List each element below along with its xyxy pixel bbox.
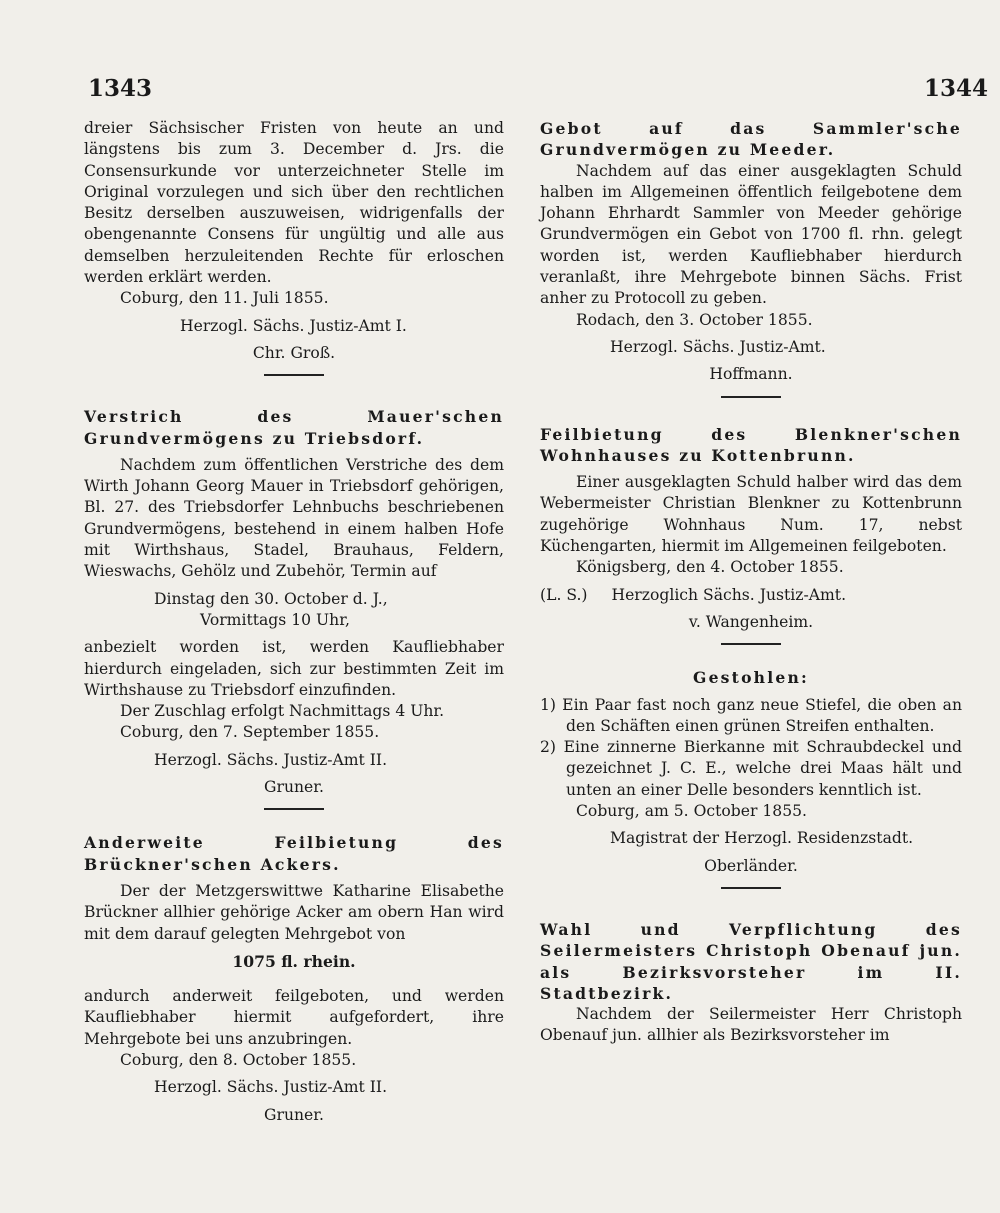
notice-heading: Verstrich des Mauer'schen Grundvermögens zu Triebsdorf. [84, 407, 504, 448]
left-column [84, 118, 504, 1126]
notice-body: Der der Metzgerswittwe Katharine Elisabethe Brückner allhier gehörige Acker am obern Han wird mit dem darauf gelegten Mehrgebot von [84, 881, 504, 943]
notice-body: Einer ausgeklagten Schuld halber wird das dem Webermeister Christian Blenkner zu Kottenbrunn zugehörige Wohnhaus Num. 17, nebst Küchengarten, hiermit im Allgemeinen feilgeboten. [540, 473, 962, 556]
notice-body-continued: anbezielt worden ist, werden Kaufliebhaber hierdurch eingeladen, sich zur bestimmten Zeit im Wirthshause zu Triebsdorf einzufinden. [84, 638, 504, 699]
notice-heading: Gestohlen: [693, 668, 809, 688]
notice-heading: Wahl und Verpflichtung des Seilermeisters Christoph Obenauf jun. als Bezirksvorsteher im II. Stadtbezirk. [540, 919, 962, 1003]
notice-date: Coburg, den 7. September 1855. [120, 723, 380, 742]
notice-signature: Gruner. [264, 778, 324, 797]
notice-award: Der Zuschlag erfolgt Nachmittags 4 Uhr. [120, 702, 445, 721]
page-number-right: 1344 [924, 75, 989, 102]
notice-signature: Chr. Groß. [252, 343, 336, 362]
notice-heading: Feilbietung des Blenkner'schen Wohnhauses zu Kottenbrunn. [540, 424, 962, 465]
bid-amount: 1075 fl. rhein. [232, 951, 356, 971]
auction-date: Dinstag den 30. October d. J., [154, 589, 388, 608]
stolen-item: 2) Eine zinnerne Bierkanne mit Schraubdeckel und gezeichnet J. C. E., welche drei Maas hält und unten an einer Delle besonders kenntlich ist. [540, 738, 962, 799]
page-number-left: 1343 [88, 75, 153, 102]
notice-date: Rodach, den 3. October 1855. [576, 310, 813, 329]
notice-date: Coburg, den 8. October 1855. [120, 1050, 357, 1069]
notice-office: Herzogl. Sächs. Justiz-Amt I. [180, 316, 407, 335]
section-divider [721, 396, 781, 398]
notice-heading: Anderweite Feilbietung des Brückner'schen Ackers. [84, 833, 504, 874]
notice-signature: Hoffmann. [709, 365, 793, 384]
notice-office: Herzoglich Sächs. Justiz-Amt. [611, 585, 847, 604]
notice-signature: Gruner. [264, 1105, 324, 1124]
auction-time: Vormittags 10 Uhr, [200, 610, 350, 629]
right-column [540, 118, 962, 1047]
notice-body: Nachdem zum öffentlichen Verstriche des dem Wirth Johann Georg Mauer in Triebsdorf gehörigen, Bl. 27. des Triebsdorfer Lehnbuchs beschriebenen Grundvermögens, bestehend in einem halben Hofe mit Wirthshaus, Stadel, Brauhaus, Feldern, Wieswachs, Gehölz und Zubehör, Termin auf [84, 455, 504, 581]
notice-date: Coburg, am 5. October 1855. [576, 802, 808, 821]
notice-office: Herzogl. Sächs. Justiz-Amt II. [154, 1078, 388, 1097]
section-divider [721, 887, 781, 889]
notice-office: Herzogl. Sächs. Justiz-Amt. [610, 337, 826, 356]
notice-office: Herzogl. Sächs. Justiz-Amt II. [154, 750, 388, 769]
notice-signature: Oberländer. [704, 856, 798, 875]
notice-body: Nachdem der Seilermeister Herr Christoph Obenauf jun. allhier als Bezirksvorsteher im [540, 1005, 962, 1045]
notice-body: Nachdem auf das einer ausgeklagten Schuld halben im Allgemeinen öffentlich feilgebotene dem Johann Ehrhardt Sammler von Meeder gehörige Grundvermögen ein Gebot von 1700 fl. rhn. gelegt worden ist, werden Kaufliebhaber hierdurch veranlaßt, ihre Mehrgebote binnen Sächs. Frist anher zu Protocoll zu geben. [540, 161, 962, 308]
notice-date: Königsberg, den 4. October 1855. [576, 558, 844, 577]
notice-heading: Gebot auf das Sammler'sche Grundvermögen zu Meeder. [540, 119, 962, 160]
notice-office: Magistrat der Herzogl. Residenzstadt. [610, 829, 914, 848]
seal-mark: (L. S.) [540, 585, 588, 604]
notice-body-continued: andurch anderweit feilgeboten, und werden Kaufliebhaber hiermit aufgefordert, ihre Mehrgebote bei uns anzubringen. [84, 987, 504, 1048]
continued-notice-text: dreier Sächsischer Fristen von heute an und längstens bis zum 3. December d. Jrs. die Consensurkunde vor unterzeichneter Stelle im Original vorzulegen und sich über den rechtlichen Besitz derselben auszuweisen, widrigenfalls der obengenannte Consens für ungültig und alle aus demselben herzuleitenden Rechte für erloschen werden erklärt werden. [84, 119, 504, 287]
section-divider [264, 374, 324, 376]
notice-signature: v. Wangenheim. [688, 612, 814, 631]
stolen-item: 1) Ein Paar fast noch ganz neue Stiefel, die oben an den Schäften einen grünen Streifen enthalten. [540, 695, 962, 735]
notice-date: Coburg, den 11. Juli 1855. [120, 289, 329, 308]
section-divider [721, 643, 781, 645]
section-divider [264, 808, 324, 810]
notice-office-line [540, 585, 962, 606]
